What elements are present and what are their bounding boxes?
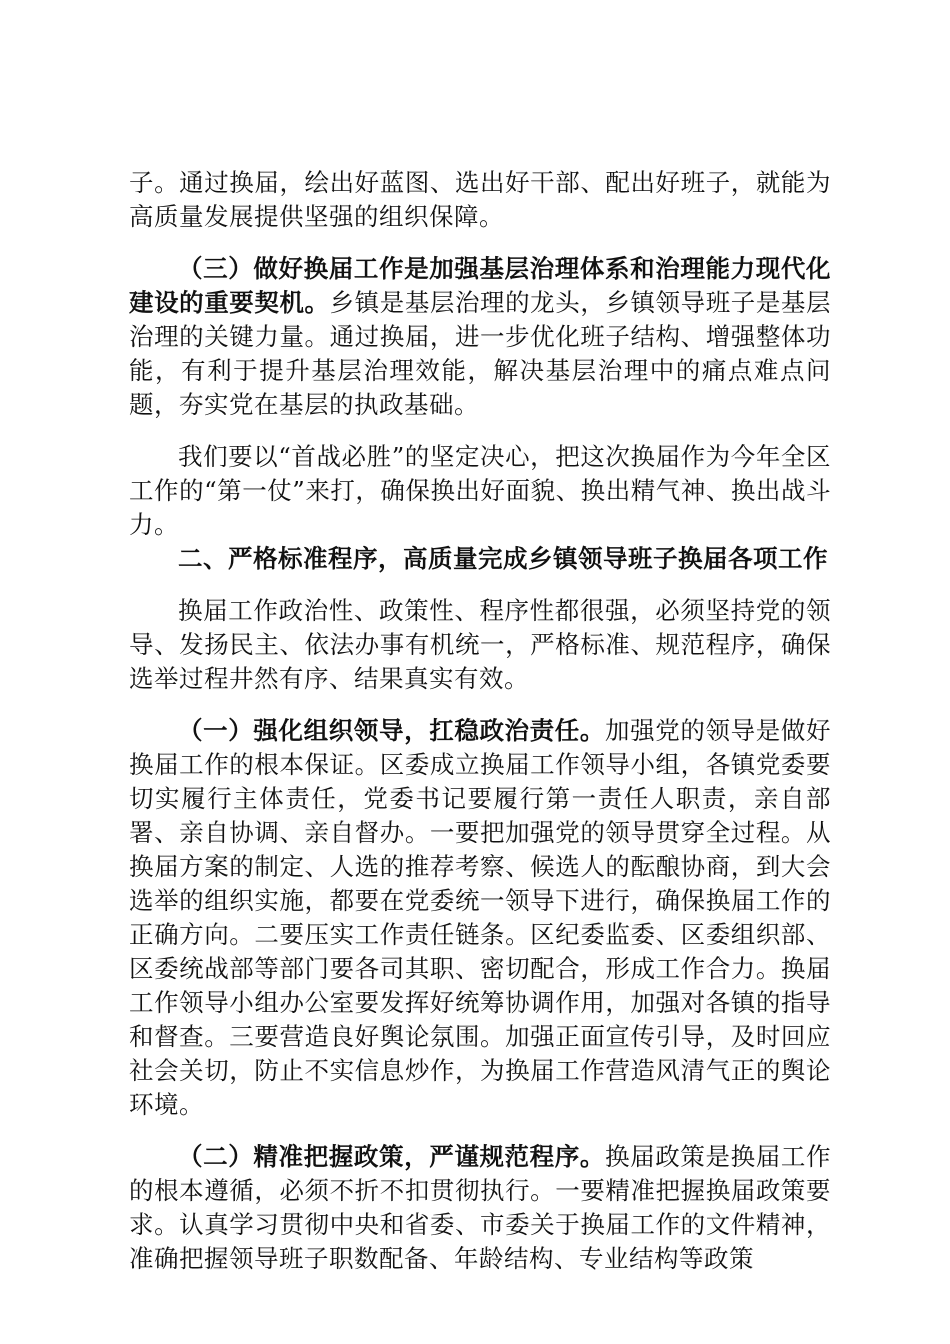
- section-heading-2: 二、严格标准程序，高质量完成乡镇领导班子换届各项工作: [178, 544, 828, 573]
- subsection-1-body: 加强党的领导是做好换届工作的根本保证。区委成立换届工作领导小组，各镇党委要切实履行主体责任，党委书记要履行第一责任人职责，亲自部署、亲自协调、亲自督办。一要把加强党的领导贯穿全过程。从换届方案的制定、人选的推荐考察、候选人的酝酿协商，到大会选举的组织实施，都要在党委统一领导下进行，确保换届工作的正确方向。二要压实工作责任链条。区纪委监委、区委组织部、区委统战部等部门要各司其职、密切配合，形成工作合力。换届工作领导小组办公室要发挥好统筹协调作用，加强对各镇的指导和督查。三要营造良好舆论氛围。加强正面宣传引导，及时回应社会关切，防止不实信息炒作，为换届工作营造风清气正的舆论环境。: [129, 716, 832, 1119]
- document-body: [129, 166, 831, 1276]
- paragraph-subsection-2: [129, 1140, 831, 1276]
- subsection-1-heading: （一）强化组织领导，扛稳政治责任。: [178, 716, 606, 745]
- section-3-heading: （三）做好换届工作是加强基层治理体系和治理能力现代化建设的重要契机。: [129, 254, 831, 317]
- paragraph-intro-2: 换届工作政治性、政策性、程序性都很强，必须坚持党的领导、发扬民主、依法办事有机统一，严格标准、规范程序，确保选举过程井然有序、结果真实有效。: [129, 596, 831, 693]
- paragraph-continuation: 子。通过换届，绘出好蓝图、选出好干部、配出好班子，就能为高质量发展提供坚强的组织保障。: [129, 168, 831, 231]
- paragraph-subsection-1: [129, 714, 831, 1122]
- subsection-2-body: 换届政策是换届工作的根本遵循，必须不折不扣贯彻执行。一要精准把握换届政策要求。认真学习贯彻中央和省委、市委关于换届工作的文件精神，准确把握领导班子职数配备、年龄结构、专业结构等政策: [129, 1142, 832, 1273]
- section-3-body: 乡镇是基层治理的龙头，乡镇领导班子是基层治理的关键力量。通过换届，进一步优化班子结构、增强整体功能，有利于提升基层治理效能，解决基层治理中的痛点难点问题，夯实党在基层的执政基础。: [129, 288, 831, 419]
- paragraph-summary: 我们要以“首战必胜”的坚定决心，把这次换届作为今年全区工作的“第一仗”来打，确保换出好面貌、换出精气神、换出战斗力。: [129, 442, 831, 539]
- subsection-2-heading: （二）精准把握政策，严谨规范程序。: [178, 1142, 606, 1171]
- paragraph-section-3: [129, 252, 831, 422]
